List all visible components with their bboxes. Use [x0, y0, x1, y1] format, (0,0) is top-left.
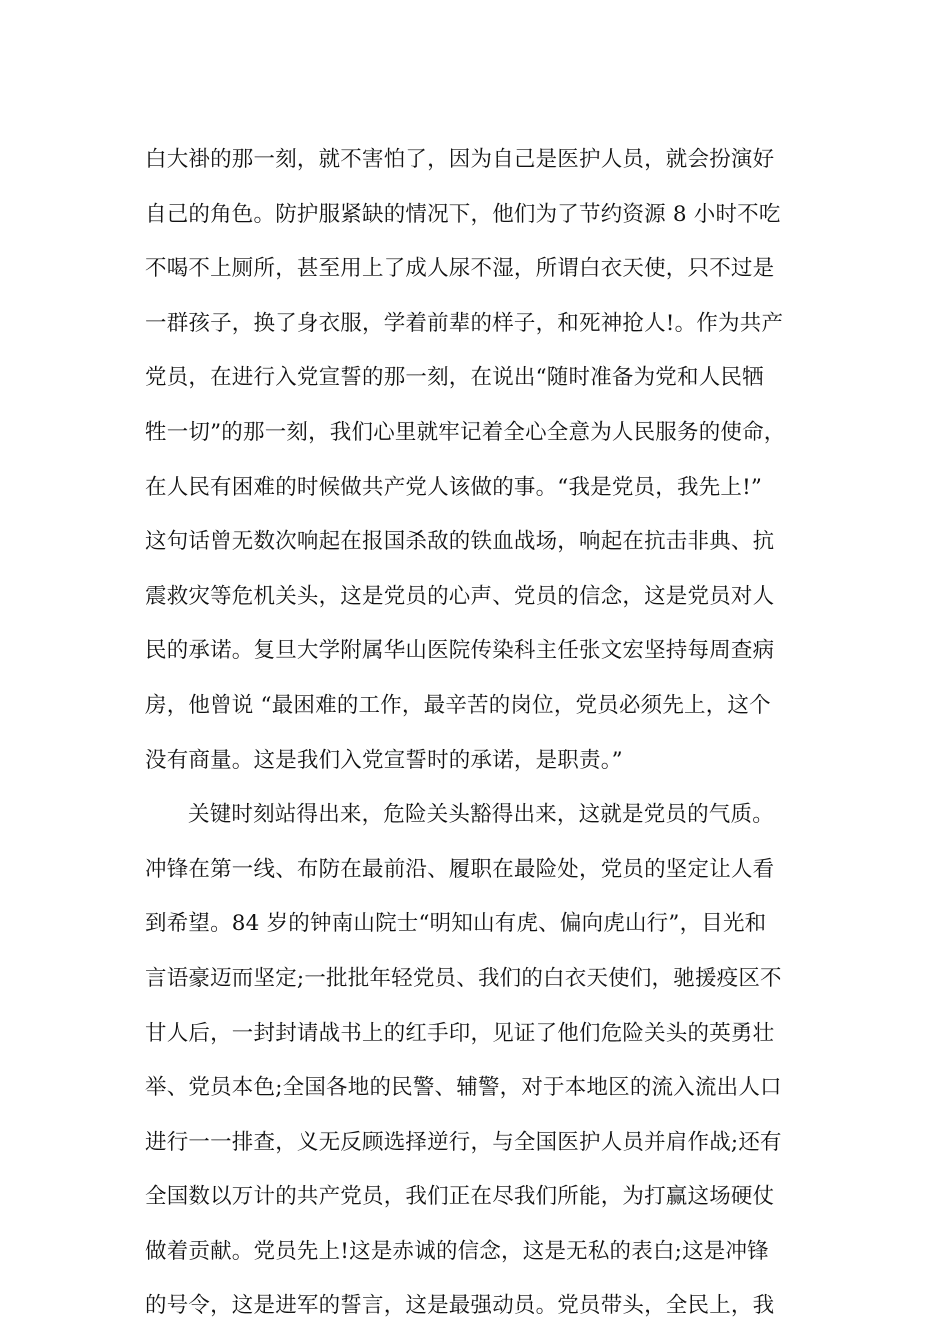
- text-line: 甘人后，一封封请战书上的红手印，见证了他们危险关头的英勇壮: [145, 1020, 775, 1046]
- text-line: 牲一切”的那一刻，我们心里就牢记着全心全意为人民服务的使命，: [145, 419, 786, 445]
- text-line: 不喝不上厕所，甚至用上了成人尿不湿，所谓白衣天使，只不过是: [145, 256, 775, 282]
- text-line: 民的承诺。复旦大学附属华山医院传染科主任张文宏坚持每周查病: [145, 638, 775, 664]
- paragraph-start-line: 关键时刻站得出来，危险关头豁得出来，这就是党员的气质。: [188, 802, 774, 828]
- text-line: 党员，在进行入党宣誓的那一刻，在说出“随时准备为党和人民牺: [145, 365, 764, 391]
- text-line: 自己的角色。防护服紧缺的情况下，他们为了节约资源 8 小时不吃: [145, 201, 781, 227]
- text-line: 言语豪迈而坚定;一批批年轻党员、我们的白衣天使们，驰援疫区不: [145, 965, 782, 991]
- text-line: 房，他曾说 “最困难的工作，最辛苦的岗位，党员必须先上，这个: [145, 692, 771, 718]
- text-line: 这句话曾无数次响起在报国杀敌的铁血战场，响起在抗击非典、抗: [145, 529, 775, 555]
- text-line: 到希望。84 岁的钟南山院士“明知山有虎、偏向虎山行”，目光和: [145, 911, 767, 937]
- text-line: 没有商量。这是我们入党宣誓时的承诺，是职责。”: [145, 747, 623, 773]
- body-text: [145, 133, 835, 1334]
- text-line: 冲锋在第一线、布防在最前沿、履职在最险处，党员的坚定让人看: [145, 856, 775, 882]
- text-line: 在人民有困难的时候做共产党人该做的事。“我是党员，我先上!”: [145, 474, 763, 500]
- text-line: 进行一一排查，义无反顾选择逆行，与全国医护人员并肩作战;还有: [145, 1129, 782, 1155]
- text-line: 一群孩子，换了身衣服，学着前辈的样子，和死神抢人!。作为共产: [145, 310, 784, 336]
- text-line: 全国数以万计的共产党员，我们正在尽我们所能，为打赢这场硬仗: [145, 1184, 775, 1210]
- text-line: 举、党员本色;全国各地的民警、辅警，对于本地区的流入流出人口: [145, 1075, 782, 1101]
- text-line: 的号令，这是进军的誓言，这是最强动员。党员带头，全民上，我: [145, 1293, 775, 1319]
- text-line: 白大褂的那一刻，就不害怕了，因为自己是医护人员，就会扮演好: [145, 147, 775, 172]
- text-line: 做着贡献。党员先上!这是赤诚的信念，这是无私的表白;这是冲锋: [145, 1238, 769, 1264]
- text-line: 震救灾等危机关头，这是党员的心声、党员的信念，这是党员对人: [145, 583, 775, 609]
